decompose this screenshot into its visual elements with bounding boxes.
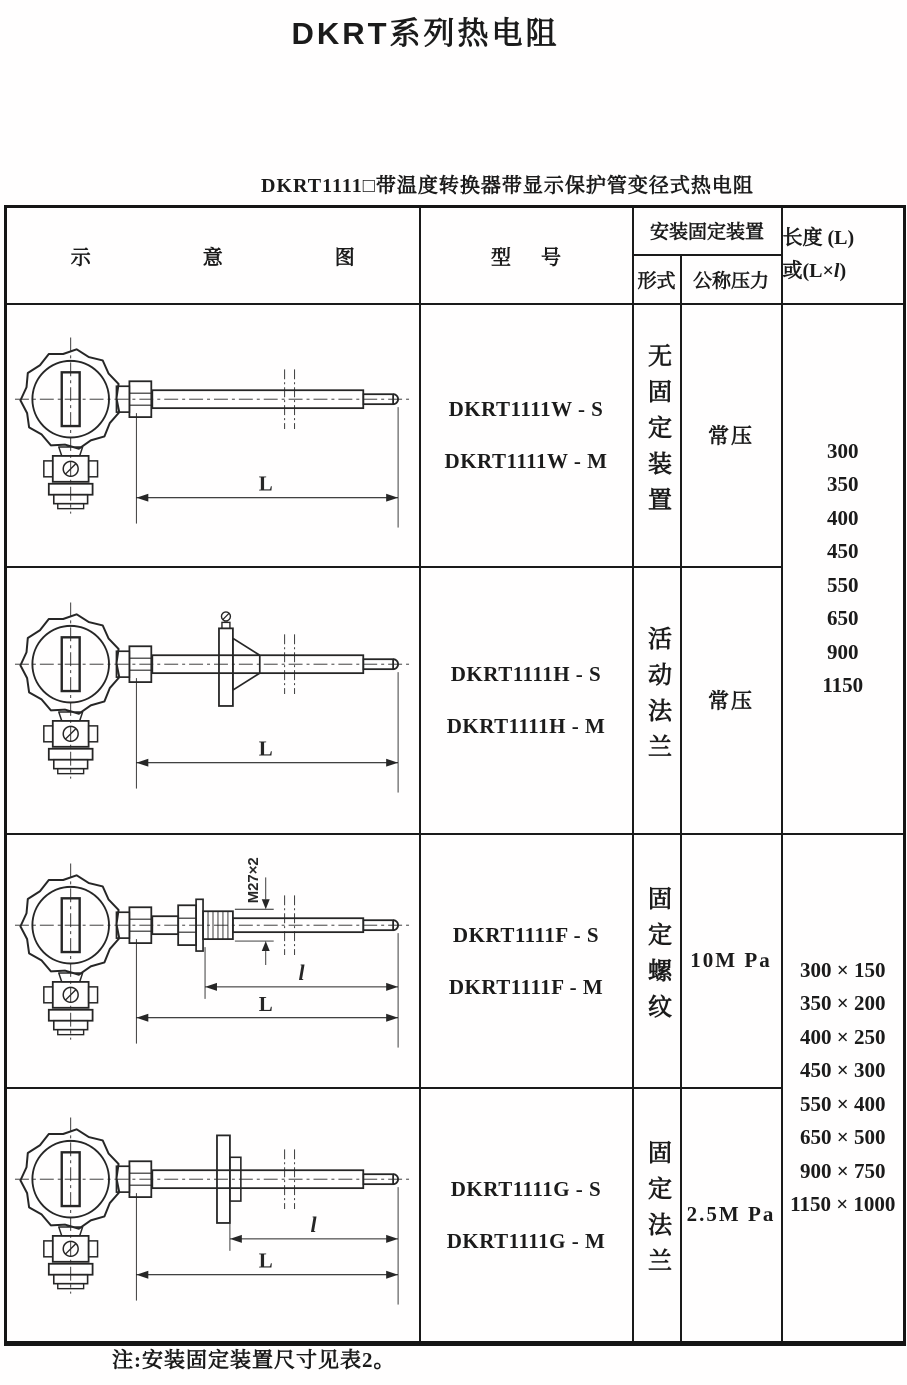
model-cell-row2 <box>420 567 633 834</box>
length-value: 350 <box>827 472 859 496</box>
length-value: 900 × 750 <box>800 1158 886 1183</box>
pressure-cell-row3: 10M Pa <box>681 834 782 1088</box>
length-values-group1 <box>782 304 905 834</box>
svg-text:l: l <box>298 959 305 985</box>
length-value: 350 × 200 <box>800 991 886 1015</box>
model-number: DKRT1111H - M <box>446 714 606 738</box>
model-number: DKRT1111H - S <box>450 662 602 686</box>
model-number: DKRT1111F - M <box>448 974 604 999</box>
footnote: 注:安装固定装置尺寸见表2。 <box>112 1348 396 1372</box>
pressure-cell-row2: 常压 <box>681 567 782 834</box>
model-number: DKRT1111W - S <box>448 397 604 421</box>
model-number: DKRT1111F - S <box>452 922 600 947</box>
model-number: DKRT1111W - M <box>444 449 608 473</box>
form-cell-row2: 活动法兰 <box>633 567 681 834</box>
page-title: DKRT系列热电阻 <box>291 16 560 51</box>
length-value: 300 × 150 <box>800 957 886 982</box>
spec-table <box>4 205 906 1346</box>
sensor-schematic-fixed-flange <box>9 1091 417 1341</box>
diagram-cell-row3 <box>6 834 420 1088</box>
length-value: 900 <box>827 639 859 664</box>
header-length <box>782 207 905 304</box>
diagram-cell-row4 <box>6 1088 420 1344</box>
diagram-cell-row1 <box>6 304 420 567</box>
model-cell-row1 <box>420 304 633 567</box>
length-value: 650 <box>827 606 859 630</box>
svg-text:l: l <box>310 1211 317 1237</box>
form-cell-row4: 固定法兰 <box>633 1088 681 1344</box>
header-length-line1: 长度 (L) <box>782 227 855 250</box>
length-value: 450 <box>827 539 859 563</box>
form-cell-row1: 无固定装置 <box>633 304 681 567</box>
header-model: 型号 <box>420 207 633 304</box>
sensor-schematic-no-fixing <box>9 311 417 561</box>
model-number: DKRT1111G - S <box>450 1176 602 1201</box>
pressure-cell-row4: 2.5M Pa <box>681 1088 782 1344</box>
length-value: 400 × 250 <box>800 1024 886 1049</box>
length-value: 300 <box>827 438 859 463</box>
table-caption: DKRT1111□带温度转换器带显示保护管变径式热电阻 <box>261 175 754 197</box>
header-mounting: 安装固定装置 <box>633 207 782 255</box>
svg-text:L: L <box>258 1248 273 1273</box>
svg-text:L: L <box>258 736 273 761</box>
table-row <box>6 304 905 567</box>
table-row <box>6 834 905 1088</box>
model-cell-row3 <box>420 834 633 1088</box>
svg-text:L: L <box>258 991 273 1016</box>
header-length-line2: 或(L×l) <box>782 260 847 283</box>
length-value: 1150 <box>822 673 864 697</box>
length-values-group2 <box>782 834 905 1344</box>
model-cell-row4 <box>420 1088 633 1344</box>
sensor-schematic-movable-flange <box>9 576 417 826</box>
length-value: 550 <box>827 572 859 597</box>
header-diagram: 示意图 <box>6 207 420 304</box>
header-form: 形式 <box>633 255 681 304</box>
length-value: 400 <box>827 505 859 530</box>
length-value: 550 × 400 <box>800 1091 886 1116</box>
form-cell-row3: 固定螺纹 <box>633 834 681 1088</box>
table-row <box>6 1088 905 1344</box>
table-row <box>6 567 905 834</box>
length-value: 450 × 300 <box>800 1058 886 1082</box>
sensor-schematic-threaded <box>9 837 417 1087</box>
model-number: DKRT1111G - M <box>446 1228 606 1253</box>
length-value: 1150 × 1000 <box>790 1192 896 1216</box>
svg-text:L: L <box>258 471 273 496</box>
length-value: 650 × 500 <box>800 1125 886 1149</box>
diagram-cell-row2 <box>6 567 420 834</box>
header-pressure: 公称压力 <box>681 255 782 304</box>
svg-text:M27×2: M27×2 <box>244 856 262 903</box>
pressure-cell-row1: 常压 <box>681 304 782 567</box>
